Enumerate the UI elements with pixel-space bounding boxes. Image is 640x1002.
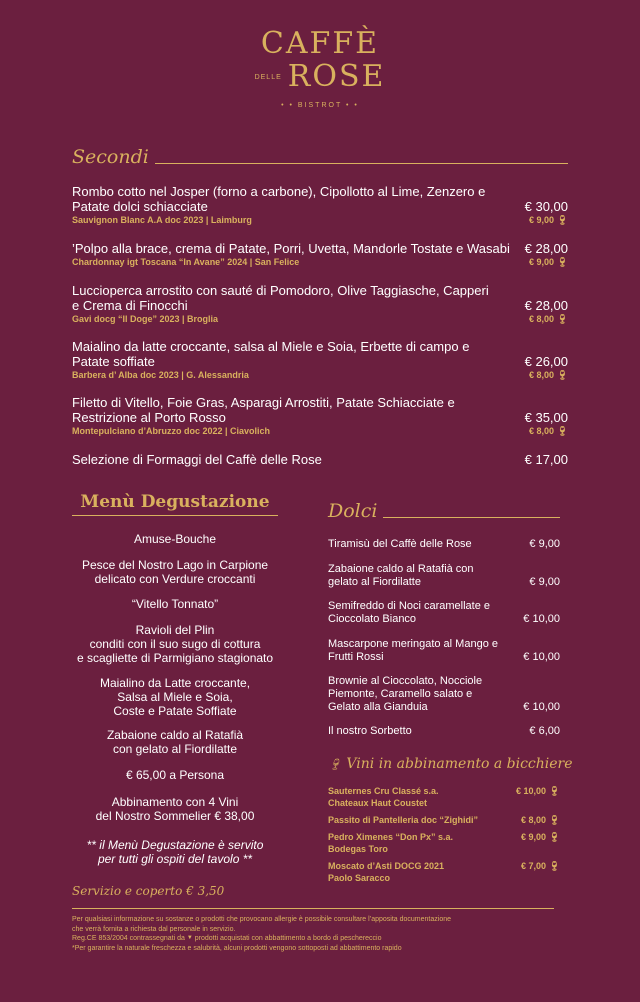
wine-price: € 8,00 🍷︎ xyxy=(529,370,568,380)
servizio-coperto: Servizio e coperto € 3,50 xyxy=(72,884,225,898)
wine-pairing: Sauvignon Blanc A.A doc 2023 | Laimburg xyxy=(72,215,252,225)
wine-name: Pedro Ximenes “Don Px” s.a. Bodegas Toro xyxy=(328,832,454,854)
dish-price: € 30,00 xyxy=(524,199,568,214)
secondi-title: Secondi xyxy=(72,146,149,168)
dish-name: Filetto di Vitello, Foie Gras, Asparagi Arrostiti, Patate Schiacciate e Restrizione al Porto Rosso xyxy=(72,395,455,425)
degustazione-title: Menù Degustazione xyxy=(72,492,278,516)
dish-name: Rombo cotto nel Josper (forno a carbone), Cipollotto al Lime, Zenzero e Patate dolci schiacciate xyxy=(72,184,486,214)
secondi-item xyxy=(72,395,568,436)
secondi-item xyxy=(72,241,568,267)
dessert-name: Zabaione caldo al Ratafià con gelato al Fiordilatte xyxy=(328,563,474,588)
footer-line: Reg.CE 853/2004 contrassegnati da ▼ prodotti acquistati con abbattimento a bordo di peschereccio xyxy=(72,935,382,942)
logo-rose: ROSE xyxy=(287,59,386,94)
degust-line: “Vitello Tonnato” xyxy=(131,597,219,611)
dessert-price: € 9,00 xyxy=(529,538,560,550)
wine-item xyxy=(328,814,560,826)
dolci-title: Dolci xyxy=(328,500,378,522)
wine-pairing: Gavi docg “Il Doge” 2023 | Broglia xyxy=(72,314,219,324)
dessert-name: Il nostro Sorbetto xyxy=(328,725,412,737)
wine-glass-icon: 🍷︎ xyxy=(548,786,560,796)
wine-price: € 7,00 🍷︎ xyxy=(521,861,560,871)
secondi-item xyxy=(72,339,568,380)
dessert-price: € 10,00 xyxy=(523,613,560,625)
secondi-item xyxy=(72,452,568,467)
degust-line: Pesce del Nostro Lago in Carpione delicato con Verdure croccanti xyxy=(81,558,269,586)
wine-price: € 10,00 🍷︎ xyxy=(516,786,560,796)
dish-price: € 26,00 xyxy=(524,354,568,369)
wine-price: € 9,00 🍷︎ xyxy=(529,215,568,225)
wine-name: Moscato d’Asti DOCG 2021 Paolo Saracco xyxy=(328,861,445,883)
degust-line: Zabaione caldo al Ratafià con gelato al Fiordilatte xyxy=(106,728,244,756)
footer-rule xyxy=(72,908,554,909)
dessert-item xyxy=(328,563,560,589)
dish-name: Luccioperca arrostito con sauté di Pomodoro, Olive Taggiasche, Capperi e Crema di Finocchi xyxy=(72,283,489,313)
degust-price: € 65,00 a Persona xyxy=(125,768,225,782)
dessert-price: € 9,00 xyxy=(529,576,560,588)
dessert-price: € 10,00 xyxy=(523,701,560,713)
dish-price: € 28,00 xyxy=(524,241,568,256)
wine-price: € 8,00 🍷︎ xyxy=(529,314,568,324)
vini-title: Vini in abbinamento a bicchiere xyxy=(346,756,573,772)
dish-price: € 35,00 xyxy=(524,410,568,425)
logo-caffe: CAFFÈ xyxy=(260,26,380,61)
degust-line: Amuse-Bouche xyxy=(133,532,217,546)
secondi-item xyxy=(72,283,568,324)
dolci-rule xyxy=(383,517,560,518)
wine-glass-icon: 🍷︎ xyxy=(556,257,568,267)
wine-name: Sauternes Cru Classé s.a. Chateaux Haut Coustet xyxy=(328,786,439,808)
dish-price: € 28,00 xyxy=(524,298,568,313)
wine-glass-icon: 🍷︎ xyxy=(556,314,568,324)
footer-line: *Per garantire la naturale freschezza e salubrità, alcuni prodotti vengono sottoposti ad abbattimento rapido xyxy=(72,944,402,952)
dolci-header xyxy=(328,500,560,522)
wine-price: € 9,00 🍷︎ xyxy=(521,832,560,842)
secondi-rule xyxy=(155,163,568,164)
wine-pairing: Chardonnay igt Toscana “In Avane” 2024 | San Felice xyxy=(72,257,300,267)
wine-glass-icon: 🍷︎ xyxy=(548,832,560,842)
logo-delle: DELLE xyxy=(254,73,282,81)
dessert-item xyxy=(328,638,560,664)
fish-mark-icon: ▼ xyxy=(186,935,193,941)
footer-line: che verrà fornita a richiesta dal personale in servizio. xyxy=(72,925,236,933)
wine-pairing: Montepulciano d’Abruzzo doc 2022 | Ciavolich xyxy=(72,426,271,436)
dish-name: ’Polpo alla brace, crema di Patate, Porri, Uvetta, Mandorle Tostate e Wasabi xyxy=(72,241,510,256)
degust-line: Maialino da Latte croccante, Salsa al Miele e Soia, Coste e Patate Soffiate xyxy=(99,676,251,718)
wine-price: € 8,00 🍷︎ xyxy=(521,815,560,825)
wine-glass-icon: 🍷︎ xyxy=(556,426,568,436)
wine-glass-icon: 🍷︎ xyxy=(328,758,342,771)
dessert-item xyxy=(328,675,560,714)
secondi-header xyxy=(72,146,568,168)
logo xyxy=(0,28,640,109)
wine-price: € 9,00 🍷︎ xyxy=(529,257,568,267)
dessert-item xyxy=(328,725,560,738)
wine-name: Passito di Pantelleria doc “Zighidi” xyxy=(328,815,479,825)
wine-item xyxy=(328,860,560,884)
secondi-item xyxy=(72,184,568,225)
dessert-item xyxy=(328,538,560,551)
dish-name: Selezione di Formaggi del Caffè delle Rose xyxy=(72,452,322,467)
dish-name: Maialino da latte croccante, salsa al Miele e Soia, Erbette di campo e Patate soffiate xyxy=(72,339,470,369)
footer-line: Per qualsiasi informazione su sostanze o prodotti che provocano allergie è possibile consultare l’apposita documentazione xyxy=(72,916,452,923)
wine-glass-icon: 🍷︎ xyxy=(548,815,560,825)
degust-line: Ravioli del Plin conditi con il suo sugo di cottura e scagliette di Parmigiano stagionato xyxy=(76,623,274,665)
degust-note: ** il Menù Degustazione è servito per tutti gli ospiti del tavolo ** xyxy=(86,838,264,866)
dessert-name: Brownie al Cioccolato, Nocciole Piemonte, Caramello salato e Gelato alla Gianduia xyxy=(328,675,483,713)
vini-header xyxy=(328,756,573,772)
wine-glass-icon: 🍷︎ xyxy=(556,370,568,380)
dessert-item xyxy=(328,600,560,626)
dessert-price: € 6,00 xyxy=(529,725,560,737)
wine-glass-icon: 🍷︎ xyxy=(548,861,560,871)
degust-pairing: Abbinamento con 4 Vini del Nostro Sommelier € 38,00 xyxy=(95,795,255,823)
dessert-name: Mascarpone meringato al Mango e Frutti Rossi xyxy=(328,638,498,663)
dessert-name: Semifreddo di Noci caramellate e Cioccolato Bianco xyxy=(328,600,491,625)
wine-glass-icon: 🍷︎ xyxy=(556,215,568,225)
dish-price: € 17,00 xyxy=(524,452,568,467)
dessert-name: Tiramisù del Caffè delle Rose xyxy=(328,538,472,550)
wine-item xyxy=(328,785,560,809)
logo-bistrot: • • BISTROT • • xyxy=(281,102,359,109)
wine-price: € 8,00 🍷︎ xyxy=(529,426,568,436)
wine-item xyxy=(328,831,560,855)
wine-pairing: Barbera d’ Alba doc 2023 | G. Alessandria xyxy=(72,370,249,380)
allergen-footer xyxy=(72,915,572,953)
dessert-price: € 10,00 xyxy=(523,651,560,663)
